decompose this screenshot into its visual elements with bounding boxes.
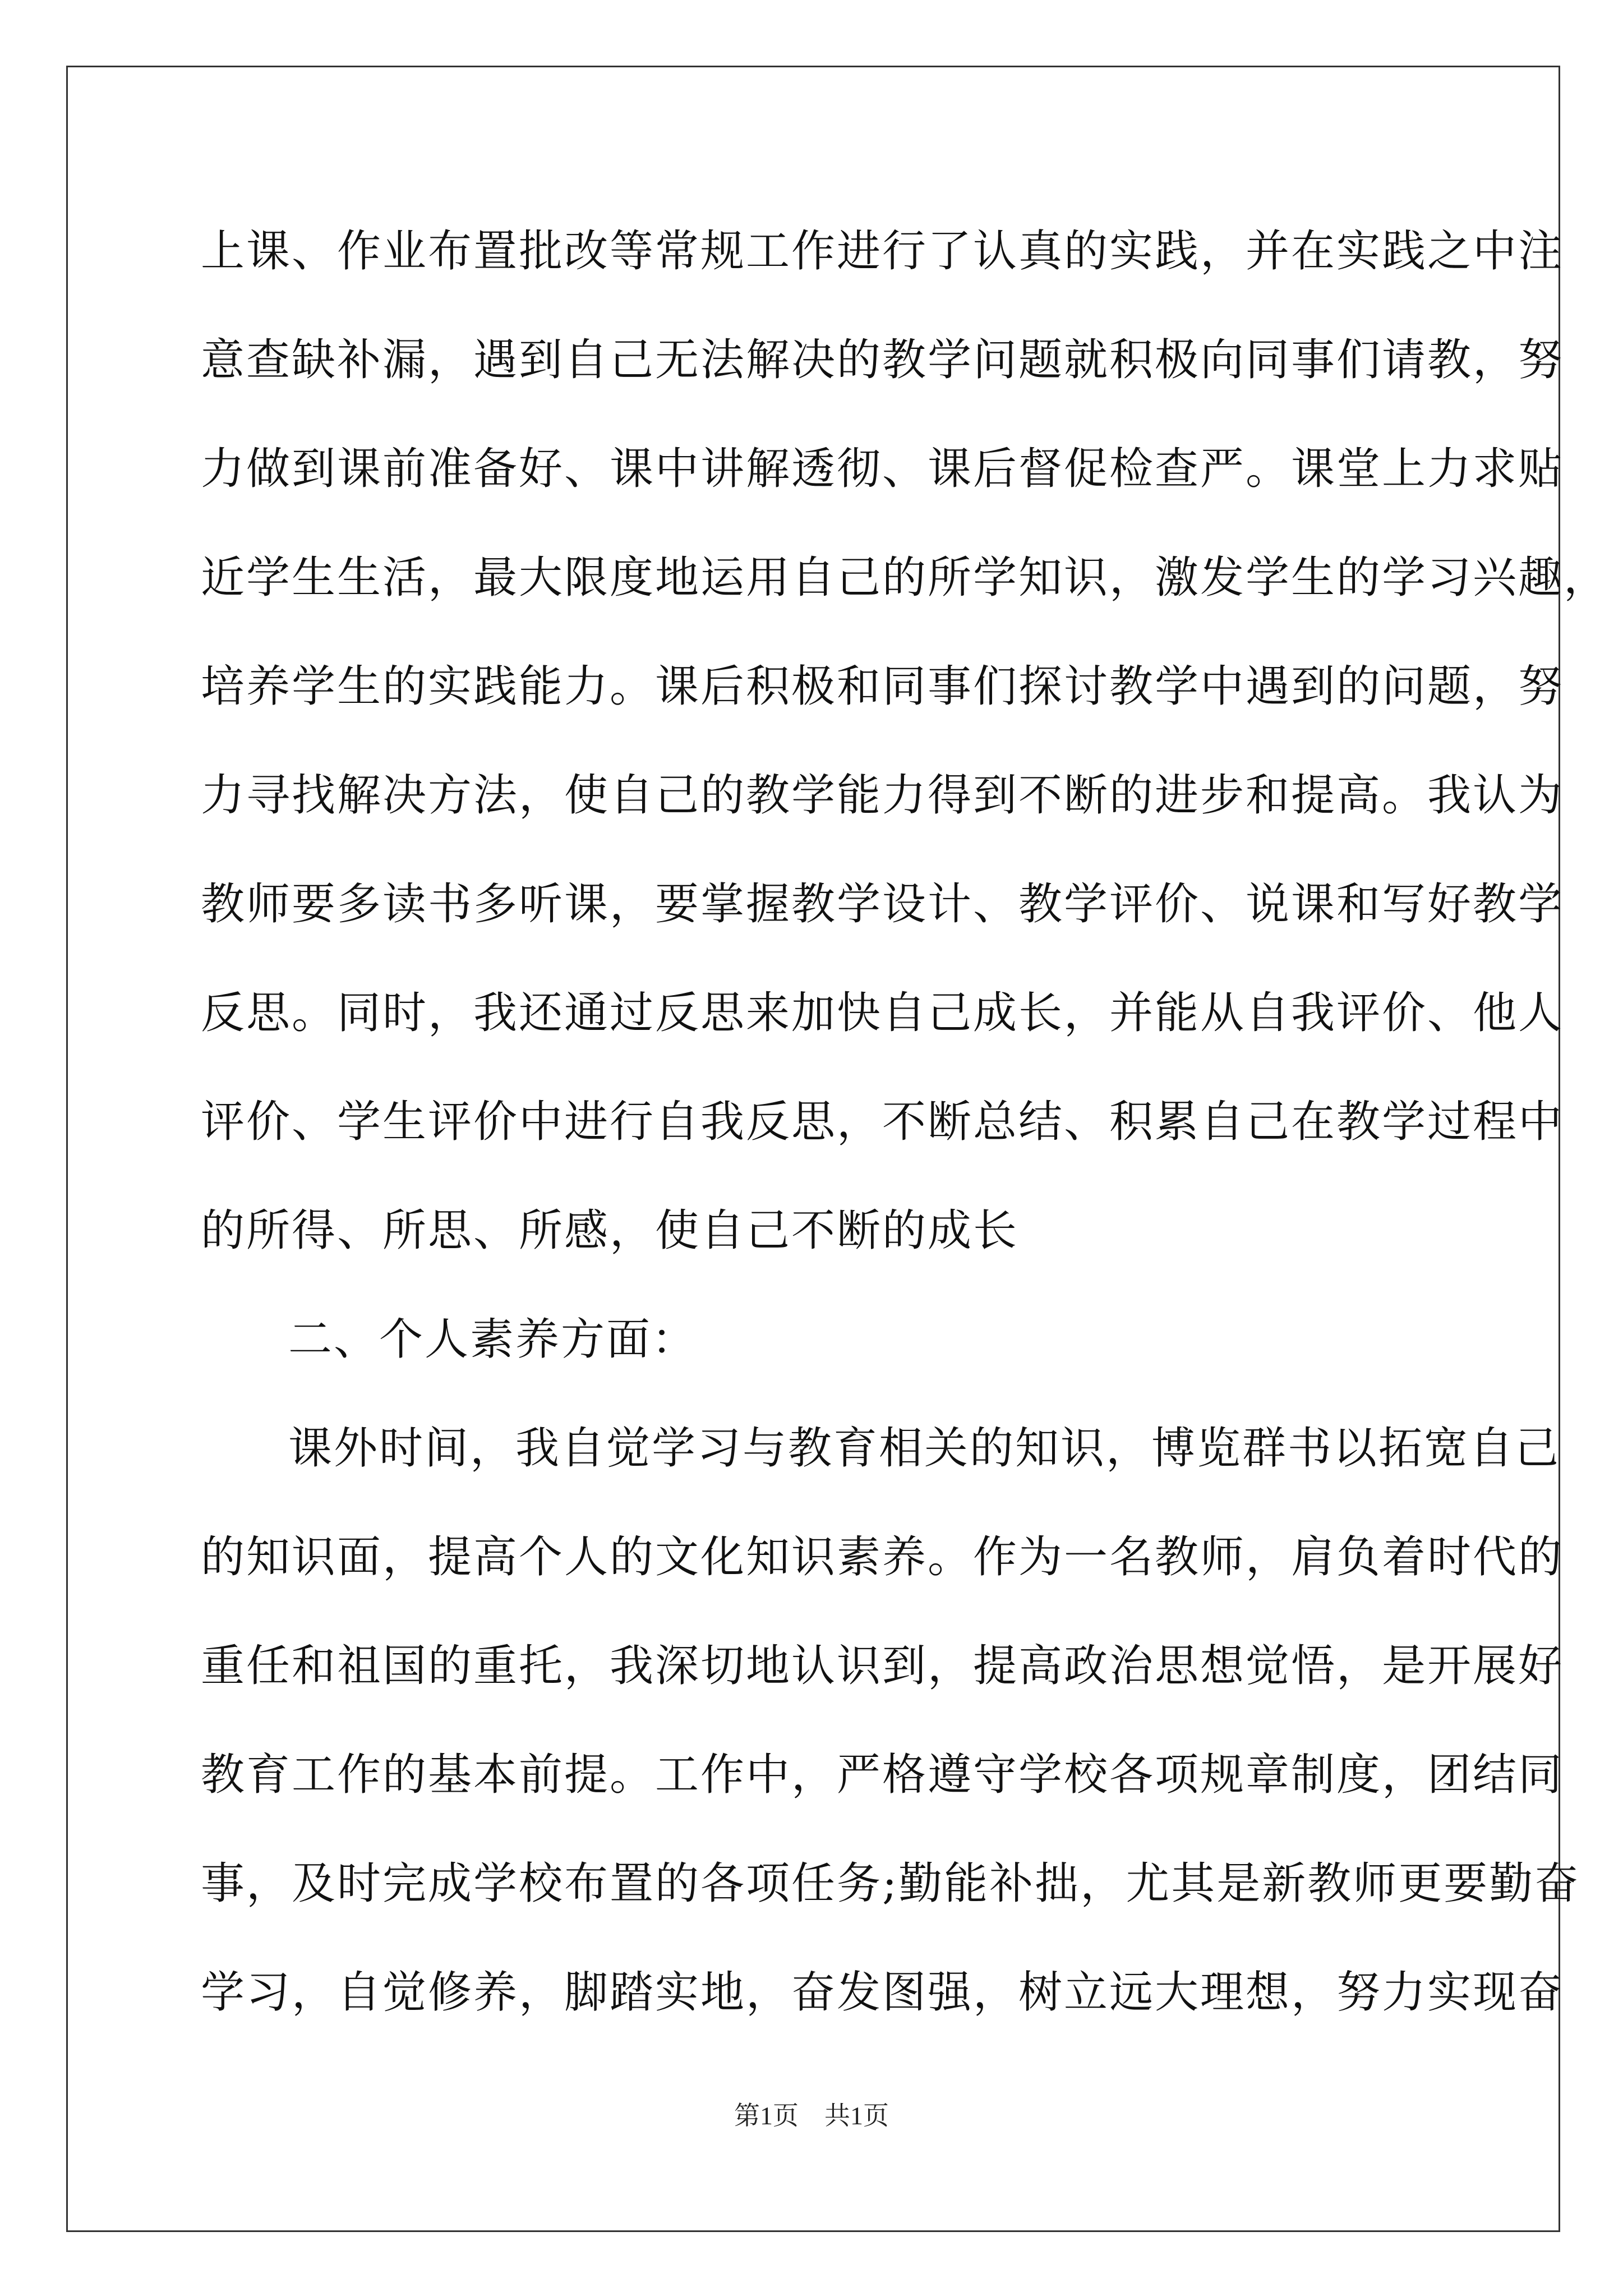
paragraph-line: 的知识面，提高个人的文化知识素养。作为一名教师，肩负着时代的 (201, 1532, 1564, 1582)
paragraph-line: 上课、作业布置批改等常规工作进行了认真的实践，并在实践之中注 (201, 226, 1564, 277)
paragraph-line: 重任和祖国的重托，我深切地认识到，提高政治思想觉悟，是开展好 (201, 1641, 1564, 1691)
paragraph-line: 培养学生的实践能力。课后积极和同事们探讨教学中遇到的问题，努 (201, 661, 1564, 712)
paragraph-line: 力寻找解决方法，使自己的教学能力得到不断的进步和提高。我认为 (201, 770, 1564, 821)
page-footer: 第1页 共1页 (734, 2101, 889, 2130)
paragraph-line: 教师要多读书多听课，要掌握教学设计、教学评价、说课和写好教学 (201, 879, 1564, 930)
section-heading: 二、个人素养方面： (288, 1314, 698, 1365)
paragraph-line: 课外时间，我自觉学习与教育相关的知识，博览群书以拓宽自己 (288, 1423, 1561, 1474)
paragraph-line: 意查缺补漏，遇到自己无法解决的教学问题就积极向同事们请教，努 (201, 335, 1564, 385)
document-body (201, 212, 1610, 2062)
paragraph-line: 反思。同时，我还通过反思来加快自己成长，并能从自我评价、他人 (201, 988, 1564, 1038)
paragraph-line: 学习，自觉修养，脚踏实地，奋发图强，树立远大理想，努力实现奋 (201, 1967, 1564, 2018)
paragraph-line: 近学生生活，最大限度地运用自己的所学知识，激发学生的学习兴趣， (201, 553, 1610, 603)
paragraph-line: 的所得、所思、所感，使自己不断的成长 (201, 1205, 1019, 1256)
paragraph-line: 评价、学生评价中进行自我反思，不断总结、积累自己在教学过程中 (201, 1097, 1564, 1147)
paragraph-line: 力做到课前准备好、课中讲解透彻、课后督促检查严。课堂上力求贴 (201, 444, 1564, 494)
paragraph-line: 事，及时完成学校布置的各项任务;勤能补拙，尤其是新教师更要勤奋 (201, 1858, 1580, 1909)
paragraph-line: 教育工作的基本前提。工作中，严格遵守学校各项规章制度，团结同 (201, 1750, 1564, 1800)
